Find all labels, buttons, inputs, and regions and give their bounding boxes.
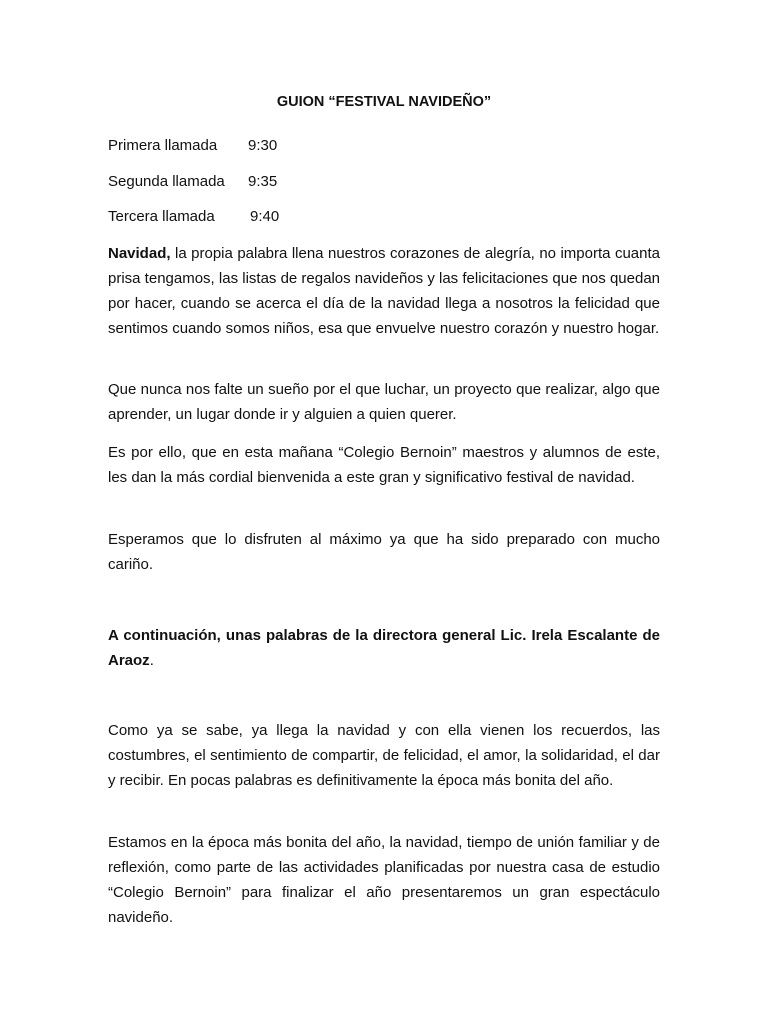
call-row-2	[108, 173, 278, 193]
paragraph-3: Es por ello, que en esta mañana “Colegio Bernoin” maestros y alumnos de este, les dan la más cordial bienvenida a este gran y significativo festival de navidad.	[108, 444, 660, 486]
paragraph-6: Como ya se sabe, ya llega la navidad y con ella vienen los recuerdos, las costumbres, el sentimiento de compartir, de felicidad, el amor, la solidaridad, el dar y recibir. En pocas palabras es definitivamente la época más bonita del año.	[108, 722, 660, 789]
call-row-3	[108, 208, 280, 228]
paragraph-bold-text: A continuación, unas palabras de la directora general Lic. Irela Escalante de Araoz	[108, 627, 660, 669]
call-time: 9:30	[248, 137, 278, 154]
call-label: Tercera llamada	[108, 208, 215, 225]
paragraph-end: .	[149, 652, 154, 669]
call-time: 9:35	[248, 173, 278, 190]
call-label: Segunda llamada	[108, 173, 225, 190]
paragraph-lead: Navidad,	[108, 245, 171, 262]
paragraph-7: Estamos en la época más bonita del año, la navidad, tiempo de unión familiar y de reflexión, como parte de las actividades planificadas por nuestra casa de estudio “Colegio Bernoin” para finalizar el año presentaremos un gran espectáculo navideño.	[108, 834, 660, 926]
paragraph-4: Esperamos que lo disfruten al máximo ya que ha sido preparado con mucho cariño.	[108, 531, 660, 573]
document-title: GUION “FESTIVAL NAVIDEÑO”	[276, 94, 492, 110]
paragraph-1	[108, 241, 660, 341]
paragraph-5	[108, 623, 660, 673]
call-row-1	[108, 137, 278, 157]
call-label: Primera llamada	[108, 137, 218, 154]
call-time: 9:40	[250, 208, 280, 225]
paragraph-text: la propia palabra llena nuestros corazones de alegría, no importa cuanta prisa tengamos, las listas de regalos navideños y las felicitaciones que nos quedan por hacer, cuando se acerca el día de la navidad llega a nosotros la felicidad que sentimos cuando somos niños, esa que envuelve nuestro corazón y nuestro hogar.	[108, 245, 660, 337]
paragraph-2: Que nunca nos falte un sueño por el que luchar, un proyecto que realizar, algo que aprender, un lugar donde ir y alguien a quien querer.	[108, 381, 660, 423]
